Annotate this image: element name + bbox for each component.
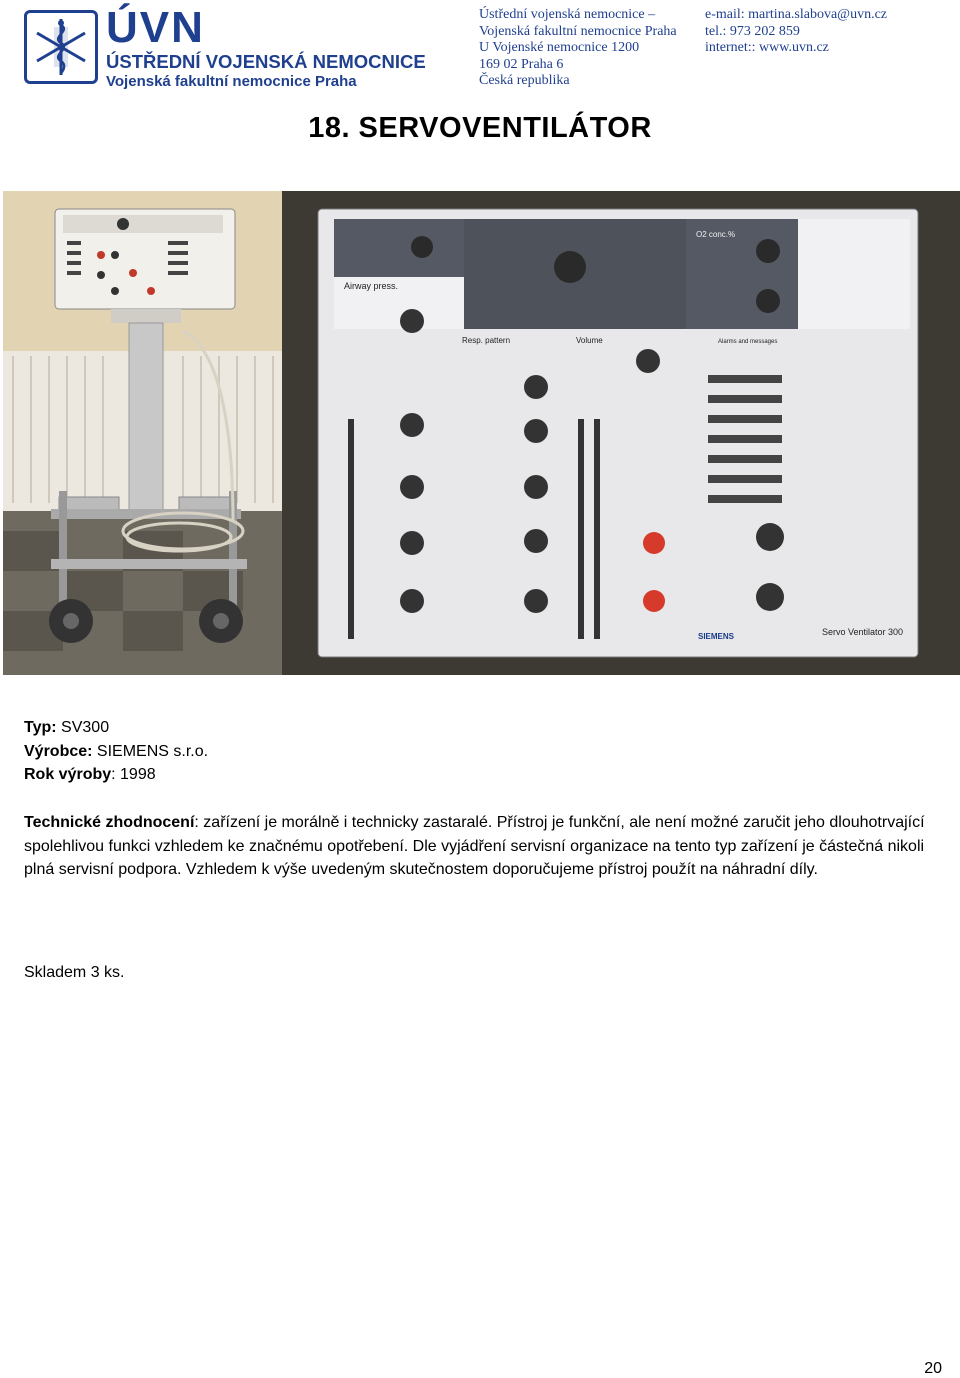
type-label: Typ: <box>24 719 57 736</box>
assessment-text: : zařízení je morálně i technicky zastaralé. Přístroj je funkční, ale není možné zaručit jeho dlouhotrvající spolehlivou funkci vzhledem ke značnému opotřebení. Dle vyjádření servisní organizace na tento typ zařízení je částečná nikoli plná servisní podpora. Vzhledem k výše uvedeným skutečnostem doporučujeme přístroj použít na náhradní díly. <box>24 814 925 878</box>
device-photo-cart <box>3 191 282 675</box>
address-line: Ústřední vojenská nemocnice – <box>479 7 656 22</box>
year-row <box>24 763 208 787</box>
uvn-logo <box>24 10 98 84</box>
page-number: 20 <box>924 1360 942 1377</box>
address-block <box>479 7 677 90</box>
brand-abbreviation: ÚVN <box>106 3 205 52</box>
maker-row <box>24 740 208 764</box>
contact-phone: tel.: 973 202 859 <box>705 23 800 39</box>
resp-pattern-label: Resp. pattern <box>462 336 511 345</box>
contact-email: e-mail: martina.slabova@uvn.cz <box>705 7 887 22</box>
brand-block <box>106 3 426 90</box>
address-line: 169 02 Praha 6 <box>479 56 564 72</box>
address-line: U Vojenské nemocnice 1200 <box>479 40 640 55</box>
alarms-label: Alarms and messages <box>718 339 778 345</box>
hospital-subtitle: Vojenská fakultní nemocnice Praha <box>106 73 357 90</box>
year-label: Rok výroby <box>24 766 112 783</box>
assessment-label: Technické zhodnocení <box>24 814 195 831</box>
o2-conc-label: O2 conc.% <box>696 230 736 239</box>
panel-brand: SIEMENS <box>698 632 735 641</box>
panel-model: Servo Ventilator 300 <box>822 627 904 637</box>
maker-value: SIEMENS s.r.o. <box>96 742 209 760</box>
address-line: Česká republika <box>479 73 570 88</box>
contact-block <box>705 7 887 57</box>
device-photo-panel <box>282 191 960 675</box>
year-value: : 1998 <box>111 766 156 783</box>
hospital-name: ÚSTŘEDNÍ VOJENSKÁ NEMOCNICE <box>106 51 426 72</box>
device-info <box>24 716 208 787</box>
contact-web: internet:: www.uvn.cz <box>705 40 829 55</box>
maker-label: Výrobce: <box>24 742 93 760</box>
type-row <box>24 716 208 740</box>
address-line: Vojenská fakultní nemocnice Praha <box>479 23 677 39</box>
stock-note: Skladem 3 ks. <box>24 964 125 981</box>
technical-assessment <box>24 811 936 882</box>
volume-label: Volume <box>576 336 603 345</box>
type-value: SV300 <box>61 719 110 736</box>
caduceus-icon <box>27 13 95 81</box>
page-title: 18. SERVOVENTILÁTOR <box>308 112 652 144</box>
airway-press-label: Airway press. <box>344 281 399 291</box>
